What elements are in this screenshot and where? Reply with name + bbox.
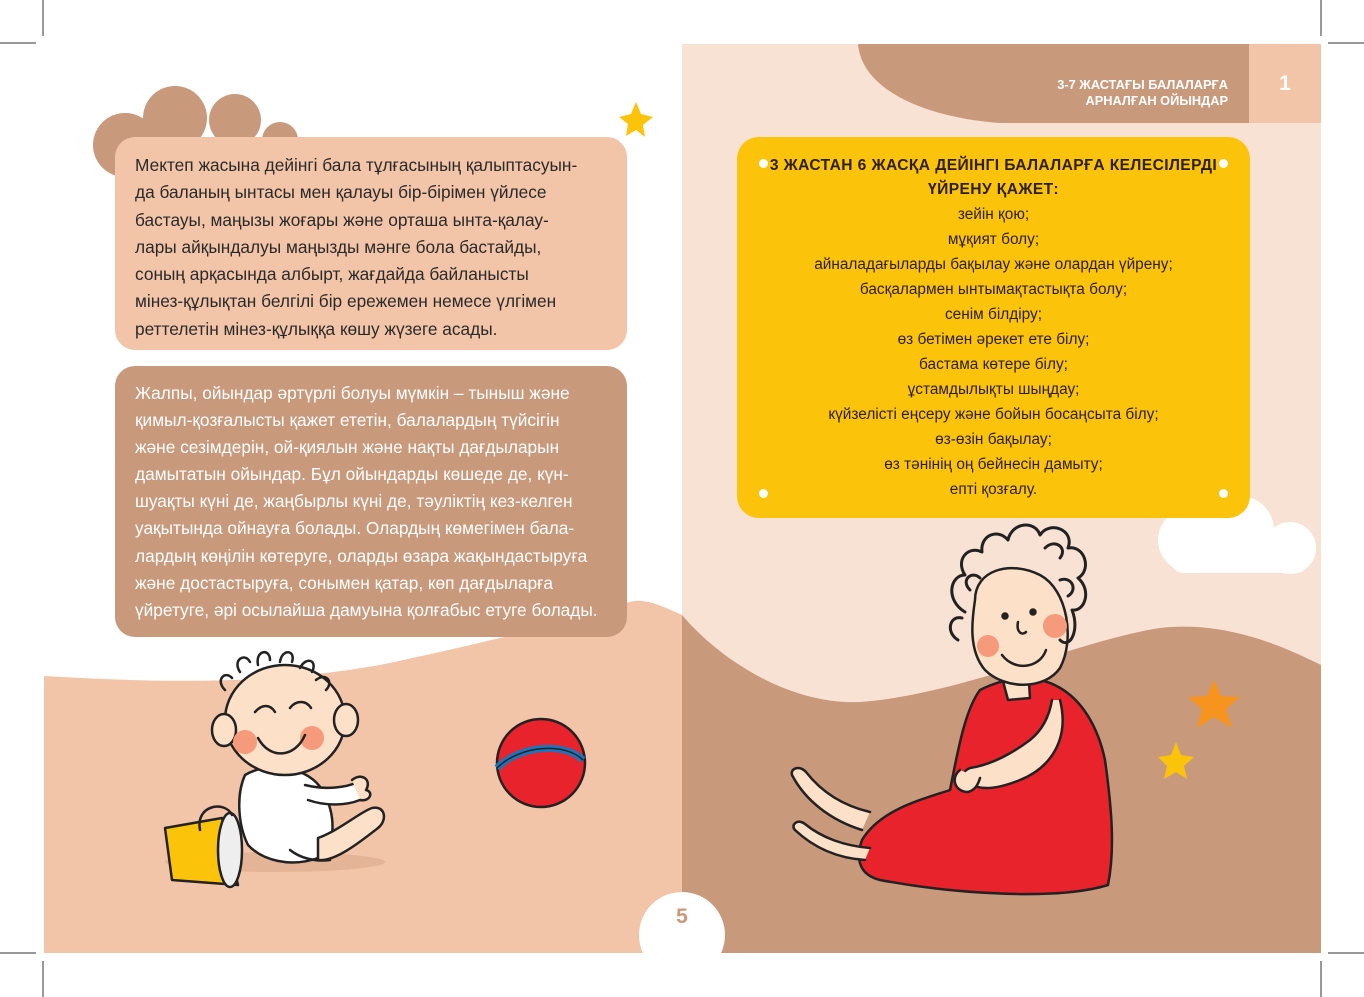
skill-item: ұстамдылықты шыңдау;: [907, 381, 1080, 398]
games-line: және сезімдерін, ой-қиялын және нақты дағдыларын: [135, 437, 560, 458]
skill-item: өз-өзін бақылау;: [935, 431, 1052, 448]
skill-item: басқалармен ынтымақтастықта болу;: [859, 281, 1128, 298]
skills-box: [737, 137, 1250, 518]
games-line: үйретуге, әрі осылайша дамуына қолғабыс етуге болады.: [135, 599, 598, 620]
corner-dot: [1219, 489, 1228, 498]
games-text-box: [115, 366, 627, 637]
skill-item: өз тәнінің оң бейнесін дамыту;: [884, 456, 1103, 473]
skill-item: епті қозғалу.: [949, 481, 1038, 498]
header-title-line1: 3-7 ЖАСТАҒЫ БАЛАЛАРҒА: [1057, 77, 1228, 92]
ball-illustration: [497, 719, 585, 807]
corner-dot: [1219, 159, 1228, 168]
intro-line: мінез-құлықтан белгілі бір ережемен немесе үлгімен: [135, 291, 557, 312]
skills-title-line2: ҮЙРЕНУ ҚАЖЕТ:: [928, 181, 1059, 198]
intro-text-box: [115, 137, 627, 350]
section-header-title: [1057, 77, 1228, 109]
games-line: Жалпы, ойындар әртүрлі болуы мүмкін – тыныш және: [135, 383, 570, 403]
corner-dot: [759, 489, 768, 498]
skill-item: зейін қою;: [957, 206, 1030, 223]
games-line: қимыл-қозғалысты қажет ететін, балалардың түйсігін: [135, 410, 560, 431]
intro-line: соның арқасында албырт, жағдайда байланысты: [135, 264, 529, 285]
skill-item: айналадағыларды бақылау және олардан үйрену;: [814, 256, 1173, 273]
page-number: 5: [676, 905, 688, 928]
games-line: лардың көңілін көтеруге, оларды өзара жақындастыруға: [135, 545, 588, 566]
games-line: уақытында ойнауға болады. Олардың көмегімен бала-: [135, 518, 575, 539]
skill-item: өз бетімен әрекет ете білу;: [897, 331, 1090, 348]
intro-line: лары айқындалуы маңызды мәнге бола бастайды,: [135, 236, 542, 257]
games-line: шуақты күні де, жаңбырлы күні де, тәуліктің кез-келген: [135, 491, 573, 512]
intro-line: Мектеп жасына дейінгі бала тұлғасының қалыптасуын-: [135, 155, 578, 175]
chapter-number: 1: [1279, 71, 1291, 95]
skill-item: күйзелісті еңсеру және бойын босаңсыта білу;: [828, 406, 1159, 423]
intro-line: да баланың ынтасы мен қалауы бір-бірімен үйлесе: [135, 182, 547, 203]
games-line: дамытатын ойындар. Бұл ойындарды көшеде де, күн-: [135, 464, 569, 485]
skill-item: мұқият болу;: [947, 231, 1040, 248]
skills-title: [757, 154, 1230, 202]
intro-line: бастауы, маңызы жоғары және орташа ынта-қалау-: [135, 209, 549, 230]
skill-item: сенім білдіру;: [944, 306, 1042, 323]
skills-title-line1: 3 ЖАСТАН 6 ЖАСҚА ДЕЙІНГІ БАЛАЛАРҒА КЕЛЕСІЛЕРДІ: [769, 157, 1218, 174]
games-line: және достастыруға, сонымен қатар, көп дағдыларға: [135, 572, 553, 593]
corner-dot: [759, 159, 768, 168]
yellow-star-icon: [619, 102, 653, 137]
skill-item: бастама көтере білу;: [919, 356, 1068, 373]
intro-line: реттелетін мінез-құлыққа көшу жүзеге асады.: [135, 318, 498, 339]
header-title-line2: АРНАЛҒАН ОЙЫНДАР: [1085, 93, 1228, 108]
